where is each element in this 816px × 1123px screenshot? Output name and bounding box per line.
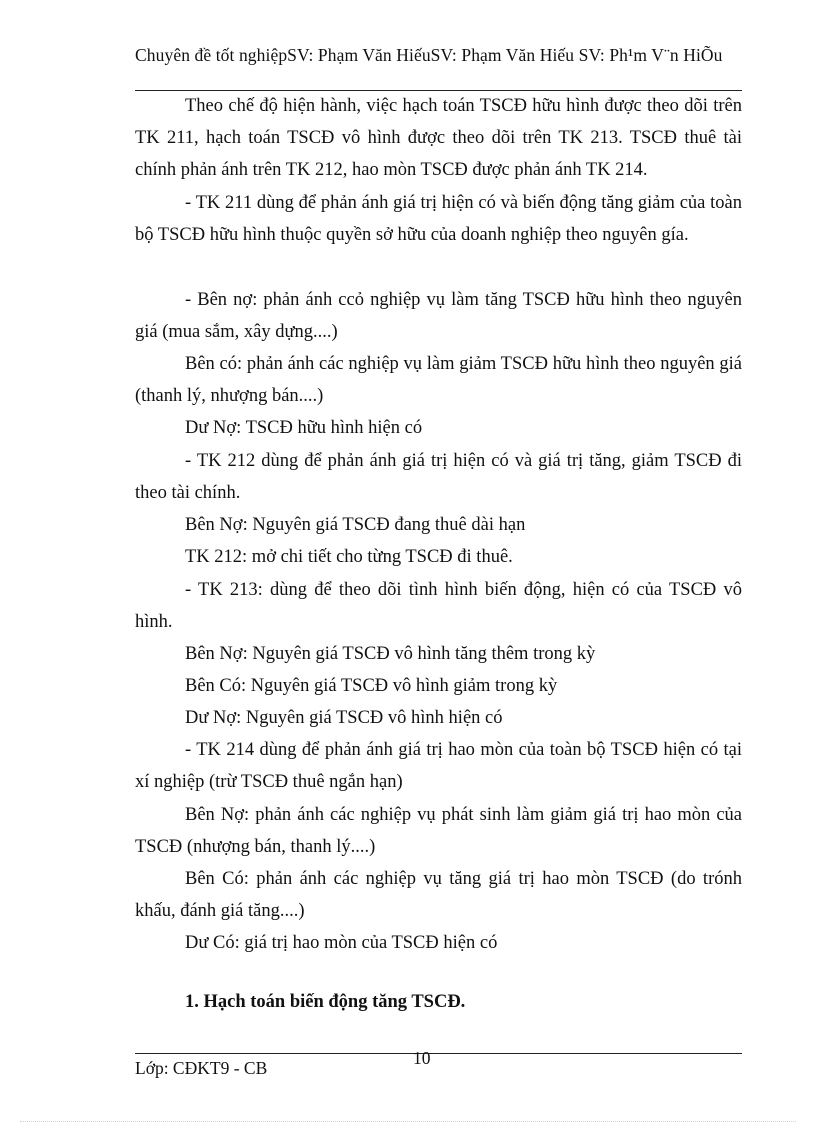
paragraph: - TK 214 dùng để phản ánh giá trị hao mòn của toàn bộ TSCĐ hiện có tại xí nghiệp (trừ TSCĐ thuê ngắn hạn) — [135, 740, 742, 792]
paragraph: TK 212: mở chi tiết cho từng TSCĐ đi thuê. — [185, 547, 513, 567]
section-heading: 1. Hạch toán biến động tăng TSCĐ. — [185, 992, 466, 1012]
page-number: 10 — [413, 1048, 431, 1068]
paragraph: Bên Nợ: phản ánh các nghiệp vụ phát sinh làm giảm giá trị hao mòn của TSCĐ (nhượng bán, thanh lý....) — [135, 805, 742, 857]
paragraph: - TK 213: dùng để theo dõi tình hình biến động, hiện có của TSCĐ vô hình. — [135, 580, 742, 632]
page-header: Chuyên đề tốt nghiệpSV: Phạm Văn HiếuSV: Phạm Văn Hiếu SV: Ph¹m V¨n HiÕu — [135, 45, 723, 65]
paragraph: Dư Có: giá trị hao mòn của TSCĐ hiện có — [185, 933, 498, 953]
paragraph: Bên có: phản ánh các nghiệp vụ làm giảm TSCĐ hữu hình theo nguyên giá (thanh lý, nhượng bán....) — [135, 354, 742, 406]
paragraph: - TK 212 dùng để phản ánh giá trị hiện có và giá trị tăng, giảm TSCĐ đi theo tài chính. — [135, 451, 742, 503]
footer-divider — [135, 1053, 742, 1054]
paragraph: - TK 211 dùng để phản ánh giá trị hiện có và biến động tăng giảm của toàn bộ TSCĐ hữu hình thuộc quyền sở hữu của doanh nghiệp theo nguyên gía. — [135, 193, 742, 245]
paragraph: Theo chế độ hiện hành, việc hạch toán TSCĐ hữu hình được theo dõi trên TK 211, hạch toán TSCĐ vô hình được theo dõi trên TK 213. TSCĐ thuê tài chính phản ánh trên TK 212, hao mòn TSCĐ được phản ánh TK 214. — [135, 96, 742, 180]
paragraph: Bên Nợ: Nguyên giá TSCĐ vô hình tăng thêm trong kỳ — [185, 644, 596, 664]
paragraph: - Bên nợ: phản ánh ccỏ nghiệp vụ làm tăng TSCĐ hữu hình theo nguyên giá (mua sắm, xây dựng....) — [135, 290, 742, 342]
paragraph: Bên Có: Nguyên giá TSCĐ vô hình giảm trong kỳ — [185, 676, 558, 696]
paragraph: Dư Nợ: Nguyên giá TSCĐ vô hình hiện có — [185, 708, 503, 728]
footer-class-label: Lớp: CĐKT9 - CB — [135, 1058, 268, 1078]
paragraph: Bên Có: phản ánh các nghiệp vụ tăng giá trị hao mòn TSCĐ (do trónh khấu, đánh giá tăng....) — [135, 869, 742, 921]
paragraph: Bên Nợ: Nguyên giá TSCĐ đang thuê dài hạn — [185, 515, 526, 535]
page-bottom-edge — [20, 1121, 796, 1122]
paragraph: Dư Nợ: TSCĐ hữu hình hiện có — [185, 418, 423, 438]
